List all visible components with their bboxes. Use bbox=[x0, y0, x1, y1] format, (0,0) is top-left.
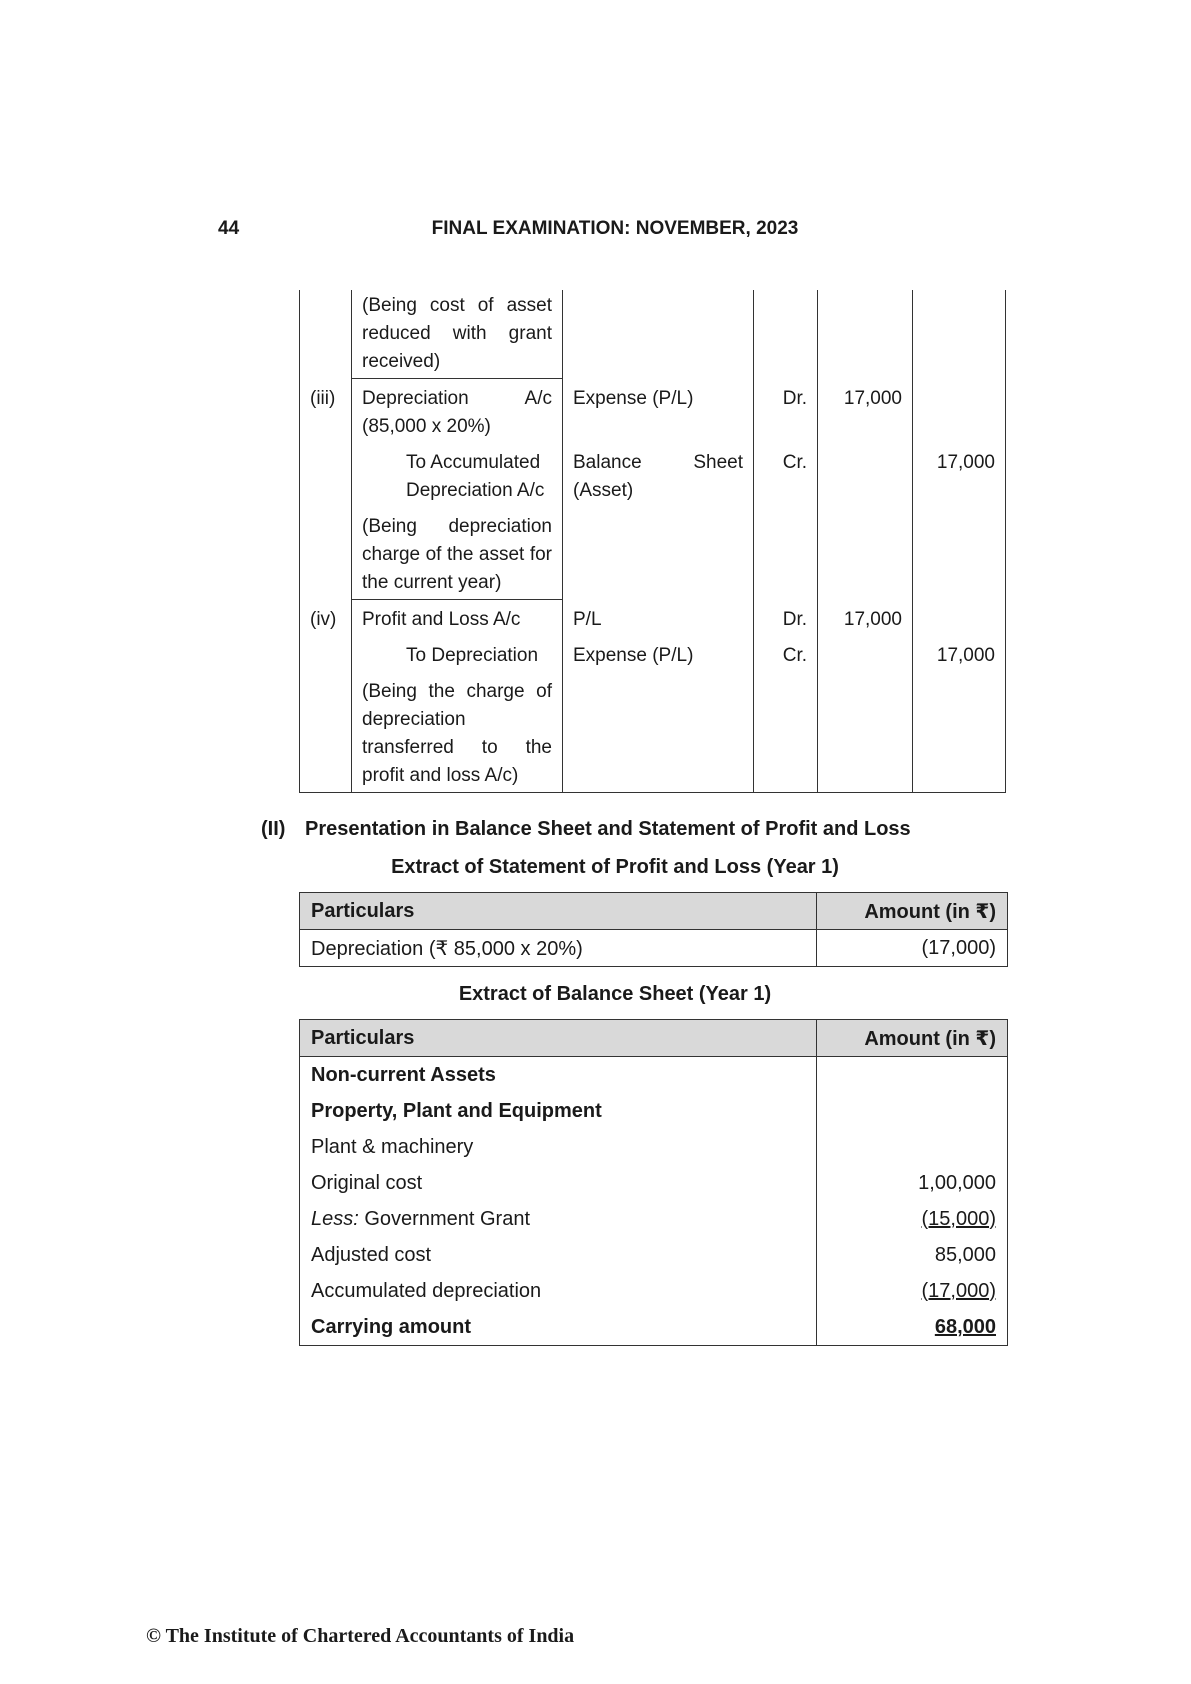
entry-number bbox=[300, 507, 352, 600]
row-amount: (15,000) bbox=[921, 1207, 996, 1230]
entry-head bbox=[563, 290, 754, 379]
entry-drcr bbox=[754, 507, 818, 600]
pl-extract-table bbox=[299, 892, 1008, 967]
row-amount-cell bbox=[817, 1201, 1008, 1237]
entry-narration: (Being depreciation charge of the asset for the current year) bbox=[352, 507, 563, 600]
row-amount-cell bbox=[817, 1309, 1008, 1346]
entry-drcr bbox=[754, 672, 818, 793]
row-amount bbox=[817, 1093, 1008, 1129]
table-row bbox=[300, 379, 1006, 444]
section-label: (II) bbox=[261, 818, 286, 840]
entry-number: (iv) bbox=[300, 600, 352, 637]
row-particulars: Adjusted cost bbox=[300, 1237, 817, 1273]
col-particulars: Particulars bbox=[300, 1020, 817, 1057]
entry-credit bbox=[913, 379, 1006, 444]
entry-number bbox=[300, 636, 352, 672]
table-row bbox=[300, 930, 1008, 967]
pl-extract-title: Extract of Statement of Profit and Loss (Year 1) bbox=[391, 856, 839, 878]
entry-drcr: Cr. bbox=[754, 636, 818, 672]
page-number: 44 bbox=[218, 218, 240, 239]
entry-particulars: To Depreciation bbox=[352, 636, 563, 672]
row-particulars: Accumulated depreciation bbox=[300, 1273, 817, 1309]
table-row bbox=[300, 1273, 1008, 1309]
table-row bbox=[300, 1093, 1008, 1129]
table-row bbox=[300, 636, 1006, 672]
entry-drcr: Dr. bbox=[754, 600, 818, 637]
col-particulars: Particulars bbox=[300, 893, 817, 930]
row-amount: 1,00,000 bbox=[817, 1165, 1008, 1201]
journal-entries-table bbox=[299, 290, 1006, 793]
entry-debit bbox=[818, 290, 913, 379]
row-amount-cell bbox=[817, 1273, 1008, 1309]
entry-particulars: To Accumulated Depreciation A/c bbox=[352, 443, 563, 507]
page-header-title: FINAL EXAMINATION: NOVEMBER, 2023 bbox=[431, 218, 799, 239]
row-amount: 68,000 bbox=[934, 1315, 996, 1338]
table-row bbox=[300, 1057, 1008, 1094]
entry-narration: (Being the charge of depreciation transferred to the profit and loss A/c) bbox=[352, 672, 563, 793]
entry-head: Expense (P/L) bbox=[563, 379, 754, 444]
entry-number bbox=[300, 443, 352, 507]
table-row bbox=[300, 290, 1006, 379]
entry-credit: 17,000 bbox=[913, 443, 1006, 507]
entry-drcr bbox=[754, 290, 818, 379]
row-amount: (17,000) bbox=[921, 1279, 996, 1302]
entry-credit bbox=[913, 672, 1006, 793]
entry-drcr: Cr. bbox=[754, 443, 818, 507]
entry-head bbox=[563, 507, 754, 600]
bs-extract-title: Extract of Balance Sheet (Year 1) bbox=[458, 983, 772, 1005]
entry-head: Expense (P/L) bbox=[563, 636, 754, 672]
entry-number bbox=[300, 672, 352, 793]
entry-head: P/L bbox=[563, 600, 754, 637]
entry-narration: (Being cost of asset reduced with grant received) bbox=[352, 290, 563, 379]
entry-debit bbox=[818, 636, 913, 672]
entry-head: Balance Sheet (Asset) bbox=[563, 443, 754, 507]
table-row bbox=[300, 1201, 1008, 1237]
col-amount: Amount (in ₹) bbox=[817, 1020, 1008, 1057]
section-title: Presentation in Balance Sheet and Statement of Profit and Loss bbox=[305, 818, 911, 840]
table-row bbox=[300, 672, 1006, 793]
entry-credit bbox=[913, 290, 1006, 379]
entry-debit: 17,000 bbox=[818, 600, 913, 637]
table-row bbox=[300, 443, 1006, 507]
row-particulars-cell bbox=[300, 1201, 817, 1237]
table-row bbox=[300, 1237, 1008, 1273]
row-particulars: Carrying amount bbox=[300, 1309, 817, 1346]
row-amount bbox=[817, 1057, 1008, 1094]
entry-debit bbox=[818, 672, 913, 793]
entry-drcr: Dr. bbox=[754, 379, 818, 444]
row-amount bbox=[817, 1129, 1008, 1165]
table-row bbox=[300, 1309, 1008, 1346]
col-amount: Amount (in ₹) bbox=[817, 893, 1008, 930]
entry-number: (iii) bbox=[300, 379, 352, 444]
entry-number bbox=[300, 290, 352, 379]
table-row bbox=[300, 600, 1006, 637]
row-amount: (17,000) bbox=[817, 930, 1008, 967]
entry-debit: 17,000 bbox=[818, 379, 913, 444]
row-particulars: Property, Plant and Equipment bbox=[300, 1093, 817, 1129]
row-particulars: Original cost bbox=[300, 1165, 817, 1201]
entry-credit bbox=[913, 600, 1006, 637]
table-row bbox=[300, 507, 1006, 600]
row-particulars: Depreciation (₹ 85,000 x 20%) bbox=[300, 930, 817, 967]
row-prefix: Less: bbox=[311, 1207, 359, 1230]
entry-head bbox=[563, 672, 754, 793]
table-header-row bbox=[300, 1020, 1008, 1057]
footer-copyright: © The Institute of Chartered Accountants of India bbox=[146, 1625, 575, 1647]
table-row bbox=[300, 1165, 1008, 1201]
entry-particulars: Profit and Loss A/c bbox=[352, 600, 563, 637]
entry-credit: 17,000 bbox=[913, 636, 1006, 672]
table-header-row bbox=[300, 893, 1008, 930]
bs-extract-table bbox=[299, 1019, 1008, 1346]
row-amount: 85,000 bbox=[817, 1237, 1008, 1273]
row-particulars: Plant & machinery bbox=[300, 1129, 817, 1165]
entry-debit bbox=[818, 443, 913, 507]
entry-particulars: Depreciation A/c (85,000 x 20%) bbox=[352, 379, 563, 444]
entry-debit bbox=[818, 507, 913, 600]
entry-credit bbox=[913, 507, 1006, 600]
row-particulars: Government Grant bbox=[364, 1207, 530, 1230]
table-row bbox=[300, 1129, 1008, 1165]
row-particulars: Non-current Assets bbox=[300, 1057, 817, 1094]
